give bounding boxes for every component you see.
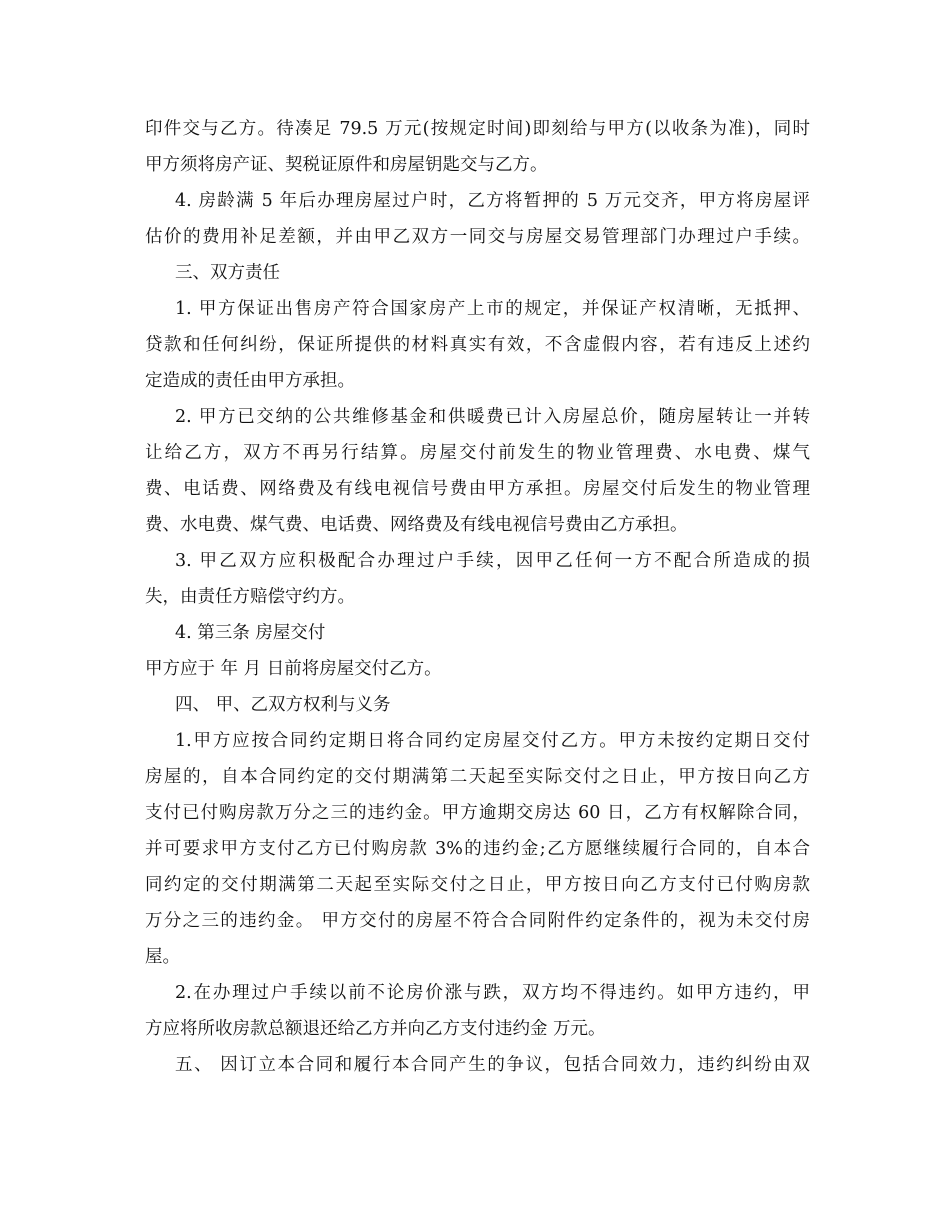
paragraph-line: 4. 房龄满 5 年后办理房屋过户时，乙方将暂押的 5 万元交齐，甲方将房屋评: [175, 191, 810, 211]
paragraph-line: 贷款和任何纠纷，保证所提供的材料真实有效，不含虚假内容，若有违反上述约: [145, 335, 810, 355]
paragraph-line: 1.甲方应按合同约定期日将合同约定房屋交付乙方。甲方未按约定期日交付: [175, 731, 810, 751]
paragraph-line: 甲方应于 年 月 日前将房屋交付乙方。: [145, 659, 442, 679]
paragraph-line: 1. 甲方保证出售房产符合国家房产上市的规定，并保证产权清晰，无抵押、: [175, 299, 810, 319]
paragraph-line: 让给乙方，双方不再另行结算。房屋交付前发生的物业管理费、水电费、煤气: [145, 443, 810, 463]
paragraph-line: 费、电话费、网络费及有线电视信号费由甲方承担。房屋交付后发生的物业管理: [145, 479, 810, 499]
paragraph-line: 房屋的，自本合同约定的交付期满第二天起至实际交付之日止，甲方按日向乙方: [145, 767, 810, 787]
paragraph-line: 支付已付购房款万分之三的违约金。甲方逾期交房达 60 日，乙方有权解除合同，: [145, 803, 810, 823]
paragraph-line: 2. 甲方已交纳的公共维修基金和供暖费已计入房屋总价，随房屋转让一并转: [175, 407, 810, 427]
paragraph-line: 定造成的责任由甲方承担。: [145, 371, 355, 391]
paragraph-line: 2.在办理过户手续以前不论房价涨与跌，双方均不得违约。如甲方违约，甲: [175, 983, 810, 1003]
paragraph-line: 3. 甲乙双方应积极配合办理过户手续，因甲乙任何一方不配合所造成的损: [175, 551, 810, 571]
section-heading: 4. 第三条 房屋交付: [175, 623, 326, 643]
paragraph-line: 同约定的交付期满第二天起至实际交付之日止，甲方按日向乙方支付已付购房款: [145, 875, 810, 895]
section-heading: 三、双方责任: [175, 263, 280, 283]
section-heading: 五、 因订立本合同和履行本合同产生的争议，包括合同效力，违约纠纷由双: [175, 1055, 810, 1075]
paragraph-line: 估价的费用补足差额，并由甲乙双方一同交与房屋交易管理部门办理过户手续。: [145, 227, 810, 247]
section-heading: 四、 甲、乙双方权利与义务: [175, 695, 391, 715]
paragraph-line: 万分之三的违约金。 甲方交付的房屋不符合合同附件约定条件的，视为未交付房: [145, 911, 810, 931]
paragraph-line: 甲方须将房产证、契税证原件和房屋钥匙交与乙方。: [145, 155, 548, 175]
paragraph-line: 并可要求甲方支付乙方已付购房款 3%的违约金;乙方愿继续履行合同的，自本合: [145, 839, 810, 859]
paragraph-line: 费、水电费、煤气费、电话费、网络费及有线电视信号费由乙方承担。: [145, 515, 688, 535]
paragraph-line: 失，由责任方赔偿守约方。: [145, 587, 355, 607]
paragraph-line: 印件交与乙方。待凑足 79.5 万元(按规定时间)即刻给与甲方(以收条为准)，同时: [145, 119, 810, 139]
paragraph-line: 方应将所收房款总额退还给乙方并向乙方支付违约金 万元。: [145, 1019, 606, 1039]
paragraph-line: 屋。: [145, 947, 180, 967]
document-body: [145, 111, 810, 1083]
